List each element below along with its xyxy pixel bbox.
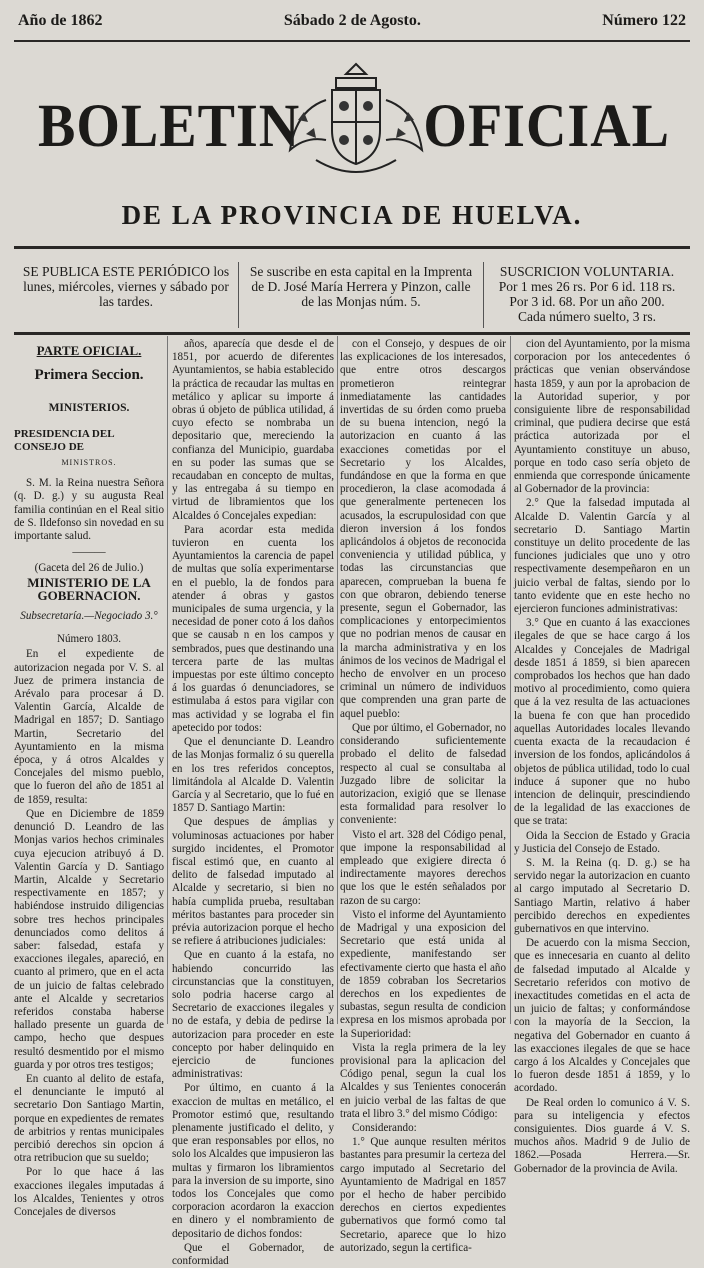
subscription-place: Se suscribe en esta capital en la Imprenta de D. José María Herrera y Pinzon, calle de las Monjas núm. 5. — [238, 262, 483, 328]
column-1 — [14, 338, 164, 1218]
column-divider — [510, 336, 511, 1024]
paragraph: En el expediente de autorizacion negada por V. S. al Juez de primera instancia de Arévalo para procesar á D. Valentin García, Alcalde de Madrigal en 1857; D. Santiago Martin, Secretario del Ayuntamiento en la misma época, y á otros Alcaldes y Concejales del mismo pueblo, que lo fueron del año de 1851 al de 1859, resulta: — [14, 648, 164, 806]
column-divider — [167, 336, 168, 1024]
paragraph: Que por último, el Gobernador, no considerando suficientemente probado el delito de falsedad respecto al cual se consultaba al Juzgado libre de solicitar la autorizacion, exigió que se llenase esta formalidad para resolver lo conveniente: — [340, 721, 506, 827]
paragraph: Que despues de ámplias y voluminosas actuaciones por haber surgido incidentes, el Promotor fiscal estimó que, en cuanto al delito de falsedad imputado al Alcalde y secretario, si bien no había cumplida prueba, resultaban méritos bastantes para proceder sin prévia autorizacion porque el hecho se refiere á atribuciones judiciales: — [172, 816, 334, 948]
paragraph: Vista la regla primera de la ley provisional para la aplicacion del Código penal, segun la cual los Alcaldes y sus Tenientes conocerán en juicio verbal de las faltas de que trata el libro 3.° del mismo Código: — [340, 1041, 506, 1120]
masthead-subtitle: DE LA PROVINCIA DE HUELVA. — [121, 200, 583, 230]
paragraph: con el Consejo, y despues de oir las explicaciones de los interesados, que entre otros descargos prometieron reintegrar inmediatamente las cantidades invertidas de su órden como prueba de su buena intencion, negó la autorizacion en cuanto á las exacciones cometidas por el Secretario y los Alcaldes, fundándose en que la forma en que procedieron, la clase acomodada á que generalmente pertenecen los acusados, la escrupulosidad con que dieron inversion á los fondos aplicándolos á objetos de reconocida conveniencia y utilidad pública, y todas las circunstancias que aparecen, comprueban la buena fe con que obraron, debiendo tenerse presente, segun el Gobernador, las complicaciones y entorpecimientos que no podrian menos de causar en la marcha administrativa y en los ánimos de los vecinos de Madrigal el hecho de envolver en un proceso criminal un número de individuos que comprenden una gran parte de aquel pueblo: — [340, 338, 506, 720]
column-2 — [172, 338, 334, 1268]
paragraph: 1.° Que aunque resulten méritos bastantes para presumir la certeza del cargo imputado al Secretario del Ayuntamiento de Madrigal en 1857 por el hecho de haber percibido derechos en ciertos expedientes gubernativos que formó como tal Secretario, aparece que lo hizo autorizado, segun la certifica- — [340, 1136, 507, 1254]
paragraph: Que en cuanto á la estafa, no habiendo concurrido las circunstancias que la constituyen, solo podria hacerse cargo al Secretario de exacciones ilegales y no de estafa, y debia de pedirse la autorizacion para proceder en este concepto por haber delinquido en ejercicio de funciones administrativas: — [172, 949, 334, 1081]
paragraph: De Real orden lo comunico á V. S. para su inteligencia y efectos consiguientes. Dios guarde á V. S. muchos años. Madrid 9 de Julio de 1862.—Posada Herrera.—Sr. Gobernador de la provincia de Avila. — [514, 1096, 690, 1175]
paragraph: Por último, en cuanto á la exaccion de multas en metálico, el Promotor estimó que, resultando plenamente justificado el delito, y que eran responsables por ellos, no solo los Alcaldes que impusieron las multas y firmaron los libramientos para la inversion de su importe, sino todos los Concejales que como corporacion acordaron la exaccion en dinero y el nombramiento de depositario de dichos fondos: — [172, 1082, 334, 1240]
gaceta-reference: (Gaceta del 26 de Julio.) — [34, 562, 144, 575]
ministry-heading: MINISTERIO DE LA GOBERNACION. — [27, 574, 151, 603]
paragraph: Visto el art. 328 del Código penal, que impone la responsabilidad al empleado que exigiere directa ó indirectamente mayores derechos que los que le estén señalados por razon de su cargo: — [340, 828, 506, 907]
issue-number: Número 122 — [602, 12, 686, 29]
price-line-3: Cada número suelto, 3 rs. — [518, 309, 656, 324]
masthead-left-word: BOLETIN — [38, 91, 301, 161]
paragraph: S. M. la Reina (q. D. g.) se ha servido negar la autorizacion en cuanto al cargo imputado al Secretario D. Santiago Martin, relativo á haber percibido derechos en expedientes gubernativos en que intervino. — [514, 856, 690, 935]
price-line-1: Por 1 mes 26 rs. Por 6 id. 118 rs. — [498, 279, 676, 294]
subscription-title: SUSCRICION VOLUNTARIA. — [499, 264, 675, 279]
paragraph: Que el denunciante D. Leandro de las Monjas formaliz ó su querella en los tres referidos conceptos, limitándola al Alcalde D. Valentin García y al Secretario, que lo fué en 1857 D. Santiago Martin: — [172, 736, 334, 815]
section-heading: Primera Seccion. — [34, 367, 144, 384]
document-number: Número 1803. — [56, 633, 122, 646]
paragraph: En cuanto al delito de estafa, el denunciante le imputó al secretario Don Santiago Martin, porque en expedientes de remates de arbitrios y rentas municipales percibió derechos sin opcion á otra retribucion que su sueldo; — [14, 1072, 164, 1165]
paragraph: Para acordar esta medida tuvieron en cuenta los Ayuntamientos la carencia de papel de multas que solía experimentarse en el pueblo, la de fondos para atender á obras y gastos municipales de suma urgencia, y la necesidad de poner coto á los daños que se causab n en los campos y sembrados, pues que destinando una tercera parte de las multas impuestas por este último concepto á los guardas ó denunciadores, se estimulaba á estos para vigilar con mas actividad y se lograba el fin apetecido por todos: — [172, 523, 334, 734]
presidency-subheading: MINISTROS. — [61, 458, 117, 468]
issue-year: Año de 1862 — [18, 12, 103, 29]
body-rule — [14, 332, 690, 335]
separator: ——— — [72, 546, 106, 559]
paragraph: Por lo que hace á las exacciones ilegales imputadas á los Alcaldes, Tenientes y otros Concejales de diversos — [14, 1166, 164, 1218]
subtitle-rule — [14, 246, 690, 249]
presidency-heading: PRESIDENCIA DEL CONSEJO DE — [14, 427, 114, 453]
subscription-prices — [483, 262, 690, 328]
ministries-heading: MINISTERIOS. — [48, 402, 130, 415]
paragraph: De acuerdo con la misma Seccion, que es innecesaria en cuanto al delito de falsedad imputado al Alcalde y Secretario referidos con motivo de inexactitudes cometidas en el acta de un juicio de faltas; y conformándose con la mayoría de la Seccion, la negativa del Gobernador en cuanto á las exacciones ilegales de que se hace cargo á los Alcaldes y Concejales que lo fueron desde 1851 á 1859, y lo acordado. — [514, 937, 690, 1095]
column-3 — [340, 338, 507, 1254]
paragraph: 3.° Que en cuanto á las exacciones ilegales de que se hace cargo á los Alcaldes y Concejales de Madrigal desde 1851 á 1859, si bien aparecen comprobados los hechos que han dado motivo al procedimiento, como quiera que á la vez resulta de las actuaciones la buena fe con que han procedido aquellas Autoridades locales llevando cuenta exacta de la recaudacion é inversion de los fondos, aplicándolos á objetos de pública utilidad, todo lo cual induce á suponer que no hubo intencion de delinquir, prescindiendo de la legalidad de las exacciones de que se trata: — [514, 617, 690, 828]
subsecretaria-line: Subsecretaría.—Negociado 3.° — [20, 610, 158, 623]
paragraph: años, aparecía que desde el de 1851, por acuerdo de diferentes Ayuntamientos, se habia establecido la práctica de recaudar las multas en metálico y aplicar su importe á obras ú objeto de pública utilidad, á cuyo efecto se nombraba un depositario que, mereciendo la confianza del Municipio, guardaba en su poder las sumas que se recaudaban en concepto de multas, y las entregaba á su tiempo en virtud de libramientos que los Alcaldes ó Concejales expedian: — [172, 338, 334, 522]
paragraph: Visto el informe del Ayuntamiento de Madrigal y una exposicion del Secretario que está unida al expediente, manifestando ser efectivamente cierto que hasta el año de 1859 cobraban los Secretarios derechos en los expedientes de subastas, segun resulta de condicion expresa en los mismos aprobada por la Superioridad: — [340, 908, 506, 1040]
royal-notice: S. M. la Reina nuestra Señora (q. D. g.) y su augusta Real familia continúan en el Real sitio de S. Ildefonso sin novedad en su importante salud. — [14, 477, 164, 543]
masthead-right-word: OFICIAL — [423, 91, 670, 161]
price-line-2: Por 3 id. 68. Por un año 200. — [509, 294, 665, 309]
column-4 — [514, 338, 690, 1175]
issue-header — [18, 10, 686, 32]
publication-info — [14, 262, 690, 328]
publication-schedule: SE PUBLICA ESTE PERIÓDICO los lunes, miércoles, viernes y sábado por las tardes. — [22, 264, 230, 309]
part-heading: PARTE OFICIAL. — [36, 343, 142, 358]
coat-of-arms-icon — [276, 60, 436, 184]
masthead — [14, 80, 690, 190]
paragraph: Que el Gobernador, de conformidad — [172, 1241, 334, 1268]
column-divider — [337, 336, 338, 1024]
header-rule — [14, 40, 690, 42]
paragraph: Oida la Seccion de Estado y Gracia y Justicia del Consejo de Estado. — [514, 829, 690, 855]
issue-date: Sábado 2 de Agosto. — [283, 12, 421, 29]
paragraph: Que en Diciembre de 1859 denunció D. Leandro de las Monjas varios hechos criminales cuya ejecucion atribuyó á D. Valentin García y D. Santiago Martin, Alcalde y Secretario respectivamente en 1857; y habiéndose instruido diligencias sobre tres hechos principales denunciados como delitos á saber: falsedad, estafa y exacciones ilegales, apareció, en cuanto al primero, que en el acta de un juicio de faltas celebrado ante el Alcalde y secretarios referidos constaba haberse hallado presente un guarda de campo, hecho que despues resultó desmentido por el mismo guarda y por otros tres testigos; — [14, 807, 164, 1071]
paragraph: Considerando: — [352, 1121, 417, 1134]
paragraph: cion del Ayuntamiento, por la misma corporacion por los antecedentes ó prácticas que venian observándose hasta 1859, y aun por la aprobacion de la Autoridad superior, y por consiguiente libre de responsabilidad criminal, que pudiera decirse que está práctica autorizada por el Ayuntamiento constituye un abuso, porque en todo caso sería objeto de enmienda que corresponde únicamente al Gobernador de la provincia: — [514, 338, 690, 496]
paragraph: 2.° Que la falsedad imputada al Alcalde D. Valentin García y al secretario D. Santiago Martin constituye un delito procedente de las funciones judiciales que uno y otro respectivamente desempeñaron en un juicio verbal de faltas, siendo por lo tanto evidente que en este hecho no ejercieron funciones administrativas: — [514, 497, 690, 616]
